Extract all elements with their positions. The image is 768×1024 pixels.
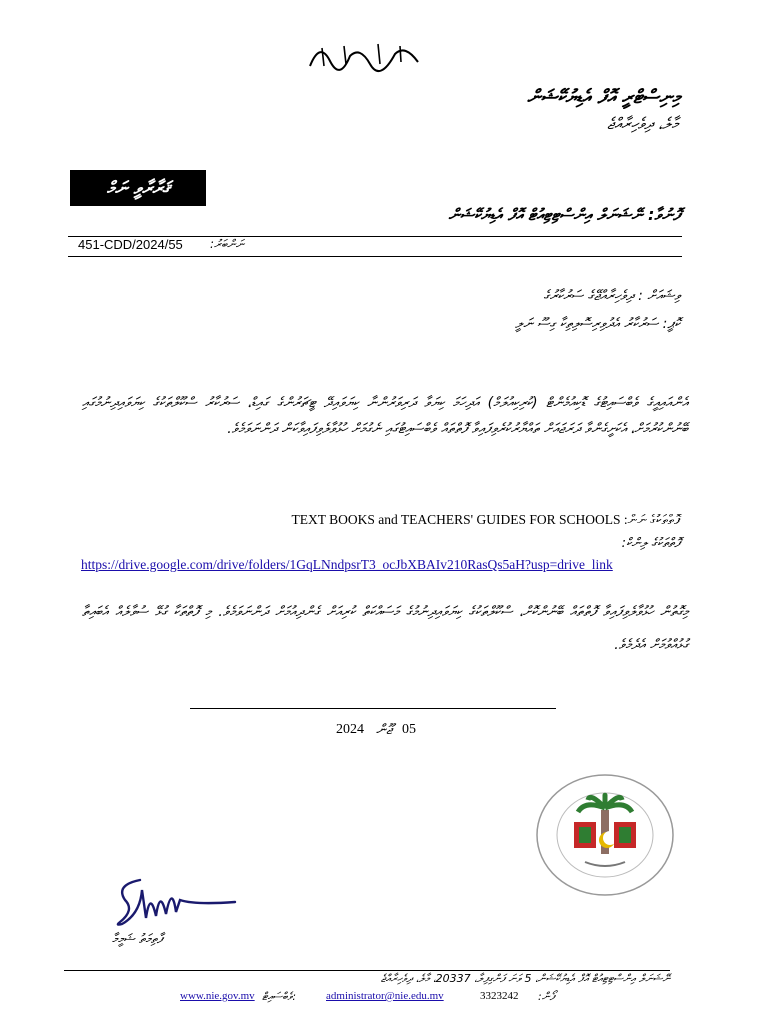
recipient-line: ވިޝައަށް : ދިވެހިރާއްޖޭގެ ސަރުކާރުގެ: [543, 288, 680, 304]
website-link[interactable]: www.nie.gov.mv: [180, 990, 255, 1002]
phone-label: ފޯން:: [538, 990, 555, 1003]
reference-label: ނަންބަރު:: [210, 237, 244, 251]
website-label: :ވެބްސައިޓް: [262, 990, 297, 1003]
books-title-line: TEXT BOOKS and TEACHERS' GUIDES FOR SCHOOLS :ފޮތްތަކުގެ ނަން: [291, 512, 680, 527]
reference-row: [70, 236, 682, 256]
books-link-label: ފޮތްތަކުގެ ލިންކް:: [621, 536, 680, 551]
date-divider: [190, 708, 556, 709]
date-day: 05: [402, 722, 416, 737]
signature-icon: [110, 870, 240, 930]
letter-subject: ފޮނުވާ: ނޭޝަނަލް އިންސްޓިޓިއުޓް އޮފް އެޑިޔުކޭޝަން: [448, 205, 680, 224]
date-year: 2024: [336, 722, 364, 737]
reference-number: 451-CDD/2024/55: [78, 237, 183, 252]
attention-line: ކޮޕީ: ސަރުކާރު އެދުވިރިސޮލިތިކާ ގިސޫ ނަލީ: [514, 316, 680, 332]
body-paragraph-1: އެންއައިއީގެ ވެބްސައިޓުގެ ޑޮކިއުމެންޓް (ކުރިކިއުލަމް) އަދިހަމަ ކިޔަވާ ދަރިވަރުންނާ ކިޔަވައިދޭ ޓީޗަރުންގެ ގައިޑް، ސަރުކާރު ސްކޫލްތަކުގެ ކިޔަވައިދިނުމުގައި ބޭނުންކުރުމަށް، އެކަށީގެންވާ ދަރަޖައަށް ތައްޔާރުކުރެވިފައިވާ ފޮތްތައް ވެބްސައިޓުގައި ނެގުމަށް ހުޅުވާލެވިފައިވާކަން ދަންނަވަމެވެ.: [82, 395, 688, 437]
circular-label: ޤަރާރާވީ ނަމް: [106, 177, 170, 199]
reference-bottom-divider: [68, 256, 682, 257]
date-month: ޖޫން: [376, 722, 392, 738]
basmala-calligraphy: [300, 36, 430, 76]
email-link[interactable]: administrator@nie.edu.mv: [326, 990, 444, 1002]
footer-address: ނޭޝަނަލް އިންސްޓިޓިއުޓް އޮފް އެޑިޔުކޭޝަން، 5 ވަނަ ފަންގިފިލާ، 20337، މާލެ، ދިވެހިރާއްޖެ: [380, 972, 670, 985]
footer-contact-row: [180, 990, 680, 1006]
body-paragraph-2: މިގޮތުން ހުޅުވާލެވިފައިވާ ފޮތްތައް ބޭނުންކޮށް، ސްކޫލްތަކުގެ ކިޔަވައިދިނުމުގެ މަސައްކަތް ކުރިއަށް ގެންދިއުމަށް ދަންނަވަމެވެ. މި ފޮތްތަކާ ގުޅޭ ސުވާލެއް އެބައިތާ ގުޅުއްވުމަށް އެދެމެވެ.: [82, 604, 688, 653]
drive-link[interactable]: https://drive.google.com/drive/folders/1GqLNndpsrT3_ocJbXBAIv210RasQs5aH?usp=drive_link: [81, 557, 613, 572]
institution-city: މާލެ، ދިވެހިރާއްޖެ: [607, 114, 678, 133]
official-seal-icon: [530, 770, 680, 900]
footer-divider: [64, 970, 670, 971]
circular-label-box: [70, 170, 206, 206]
signer-name: ފާތިމަތު ޝަމީމާ: [112, 932, 163, 947]
institution-name: މިނިސްޓްރީ އޮފް އެޑިޔުކޭޝަން: [527, 86, 680, 108]
phone-number: 3323242: [480, 990, 519, 1002]
letter-date: [300, 722, 460, 744]
